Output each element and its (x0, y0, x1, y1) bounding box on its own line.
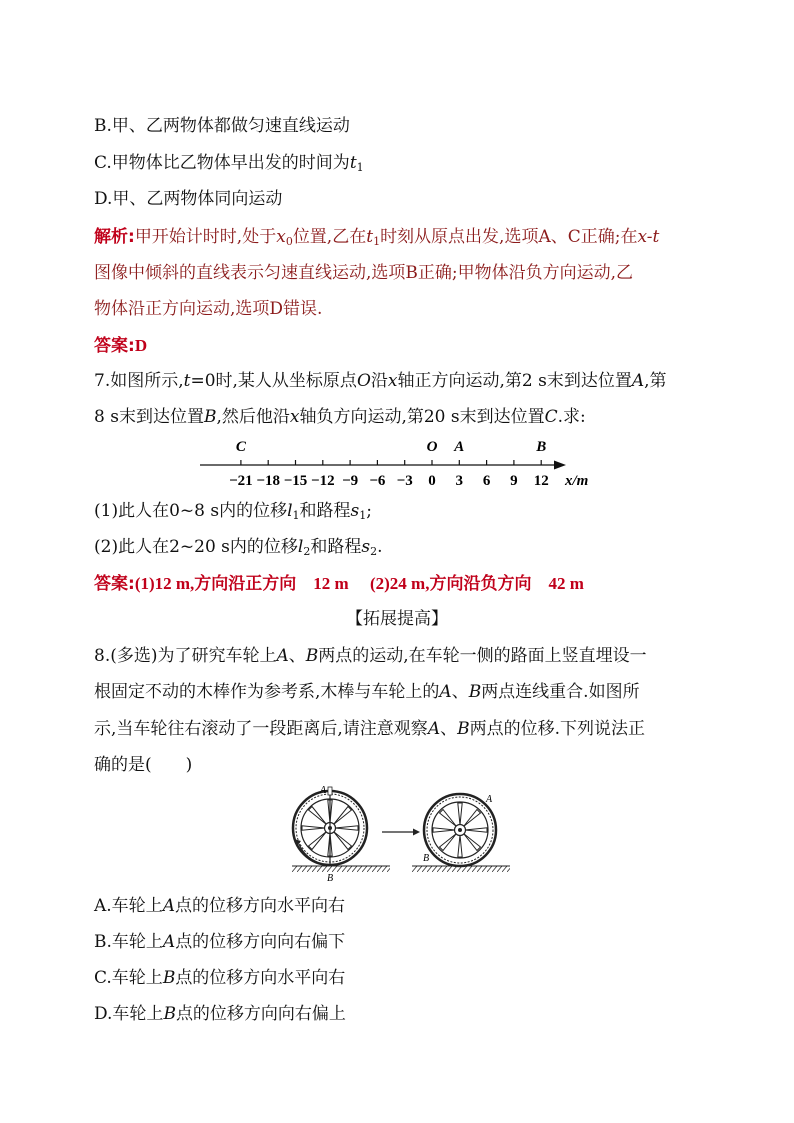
motion-arrow-icon (382, 829, 420, 836)
axis-tick-label: −15 (283, 473, 308, 489)
axis-tick-label: 3 (455, 473, 464, 489)
ground-left (292, 866, 390, 872)
q6-option-d: D.甲、乙两物体同向运动 (94, 189, 283, 209)
q8-option-d: D.车轮上B点的位移方向向右偏上 (94, 1004, 346, 1024)
point-label-c: C (235, 439, 246, 455)
q7-answer: 答案:(1)12 m,方向沿正方向 12 m (2)24 m,方向沿负方向 42 m (94, 574, 584, 594)
q6-analysis-line-1: 解析:甲开始计时时,处于$x_0$位置,乙在$t_1$时刻从原点出发,选项A、C正确;在x-t (94, 227, 660, 248)
axis-tick-label: 9 (510, 473, 518, 489)
q8-stem-line-3: 示,当车轮往右滚动了一段距离后,请注意观察A、B两点的位移.下列说法正 (94, 719, 645, 739)
q8-stem-line-2: 根固定不动的木棒作为参考系,木棒与车轮上的A、B两点连线重合.如图所 (94, 682, 640, 702)
axis-unit-label: x/m (565, 473, 589, 489)
q6-option-b: B.甲、乙两物体都做匀速直线运动 (94, 116, 350, 136)
q7-stem-line-2: 8 s末到达位置B,然后他沿x轴负方向运动,第20 s末到达位置C.求: (94, 407, 586, 427)
axis-tick-label: 6 (482, 473, 491, 489)
point-label-b: B (536, 439, 547, 455)
point-a-label-after: A (486, 794, 493, 805)
axis-tick-label: −3 (396, 473, 413, 489)
q8-option-c: C.车轮上B点的位移方向水平向右 (94, 968, 346, 988)
q6-analysis-line-3: 物体沿正方向运动,选项D错误. (94, 299, 323, 319)
axis-tick-label: −9 (342, 473, 359, 489)
point-label-a: A (454, 439, 465, 455)
q7-sub-2: (2)此人在2~20 s内的位移$l_2$和路程$s_2$. (94, 537, 383, 558)
q6-option-c: C.甲物体比乙物体早出发的时间为$t_1$ (94, 153, 364, 174)
point-label-o: O (426, 439, 438, 455)
q8-stem-line-4: 确的是( ) (94, 755, 193, 775)
q8-option-b: B.车轮上A点的位移方向向右偏下 (94, 932, 346, 952)
axis-tick-label: −12 (311, 473, 335, 489)
point-a-label-before: A (320, 785, 327, 796)
section-title: 【拓展提高】 (346, 609, 448, 629)
axis-arrow (554, 461, 566, 470)
axis-tick-label: 12 (533, 473, 549, 489)
wheel-figure (282, 782, 522, 882)
q8-option-a: A.车轮上A点的位移方向水平向右 (94, 896, 345, 916)
point-b-label-before: B (327, 873, 334, 882)
axis-tick-label: −6 (369, 473, 386, 489)
q7-stem-line-1: 7.如图所示,t=0时,某人从坐标原点O沿x轴正方向运动,第2 s末到达位置A,第 (94, 371, 667, 391)
q6-analysis-line-2: 图像中倾斜的直线表示匀速直线运动,选项B正确;甲物体沿负方向运动,乙 (94, 263, 634, 283)
point-b-label-after: B (423, 853, 430, 864)
axis-tick-label: −18 (256, 473, 280, 489)
q7-sub-1: (1)此人在0~8 s内的位移$l_1$和路程$s_1$; (94, 501, 372, 522)
q8-stem-line-1: 8.(多选)为了研究车轮上A、B两点的运动,在车轮一侧的路面上竖直埋设一 (94, 646, 647, 666)
q6-answer: 答案:D (94, 336, 148, 356)
axis-tick-label: 0 (428, 473, 436, 489)
axis-tick-label: −21 (229, 473, 253, 489)
number-line-figure (190, 432, 610, 492)
